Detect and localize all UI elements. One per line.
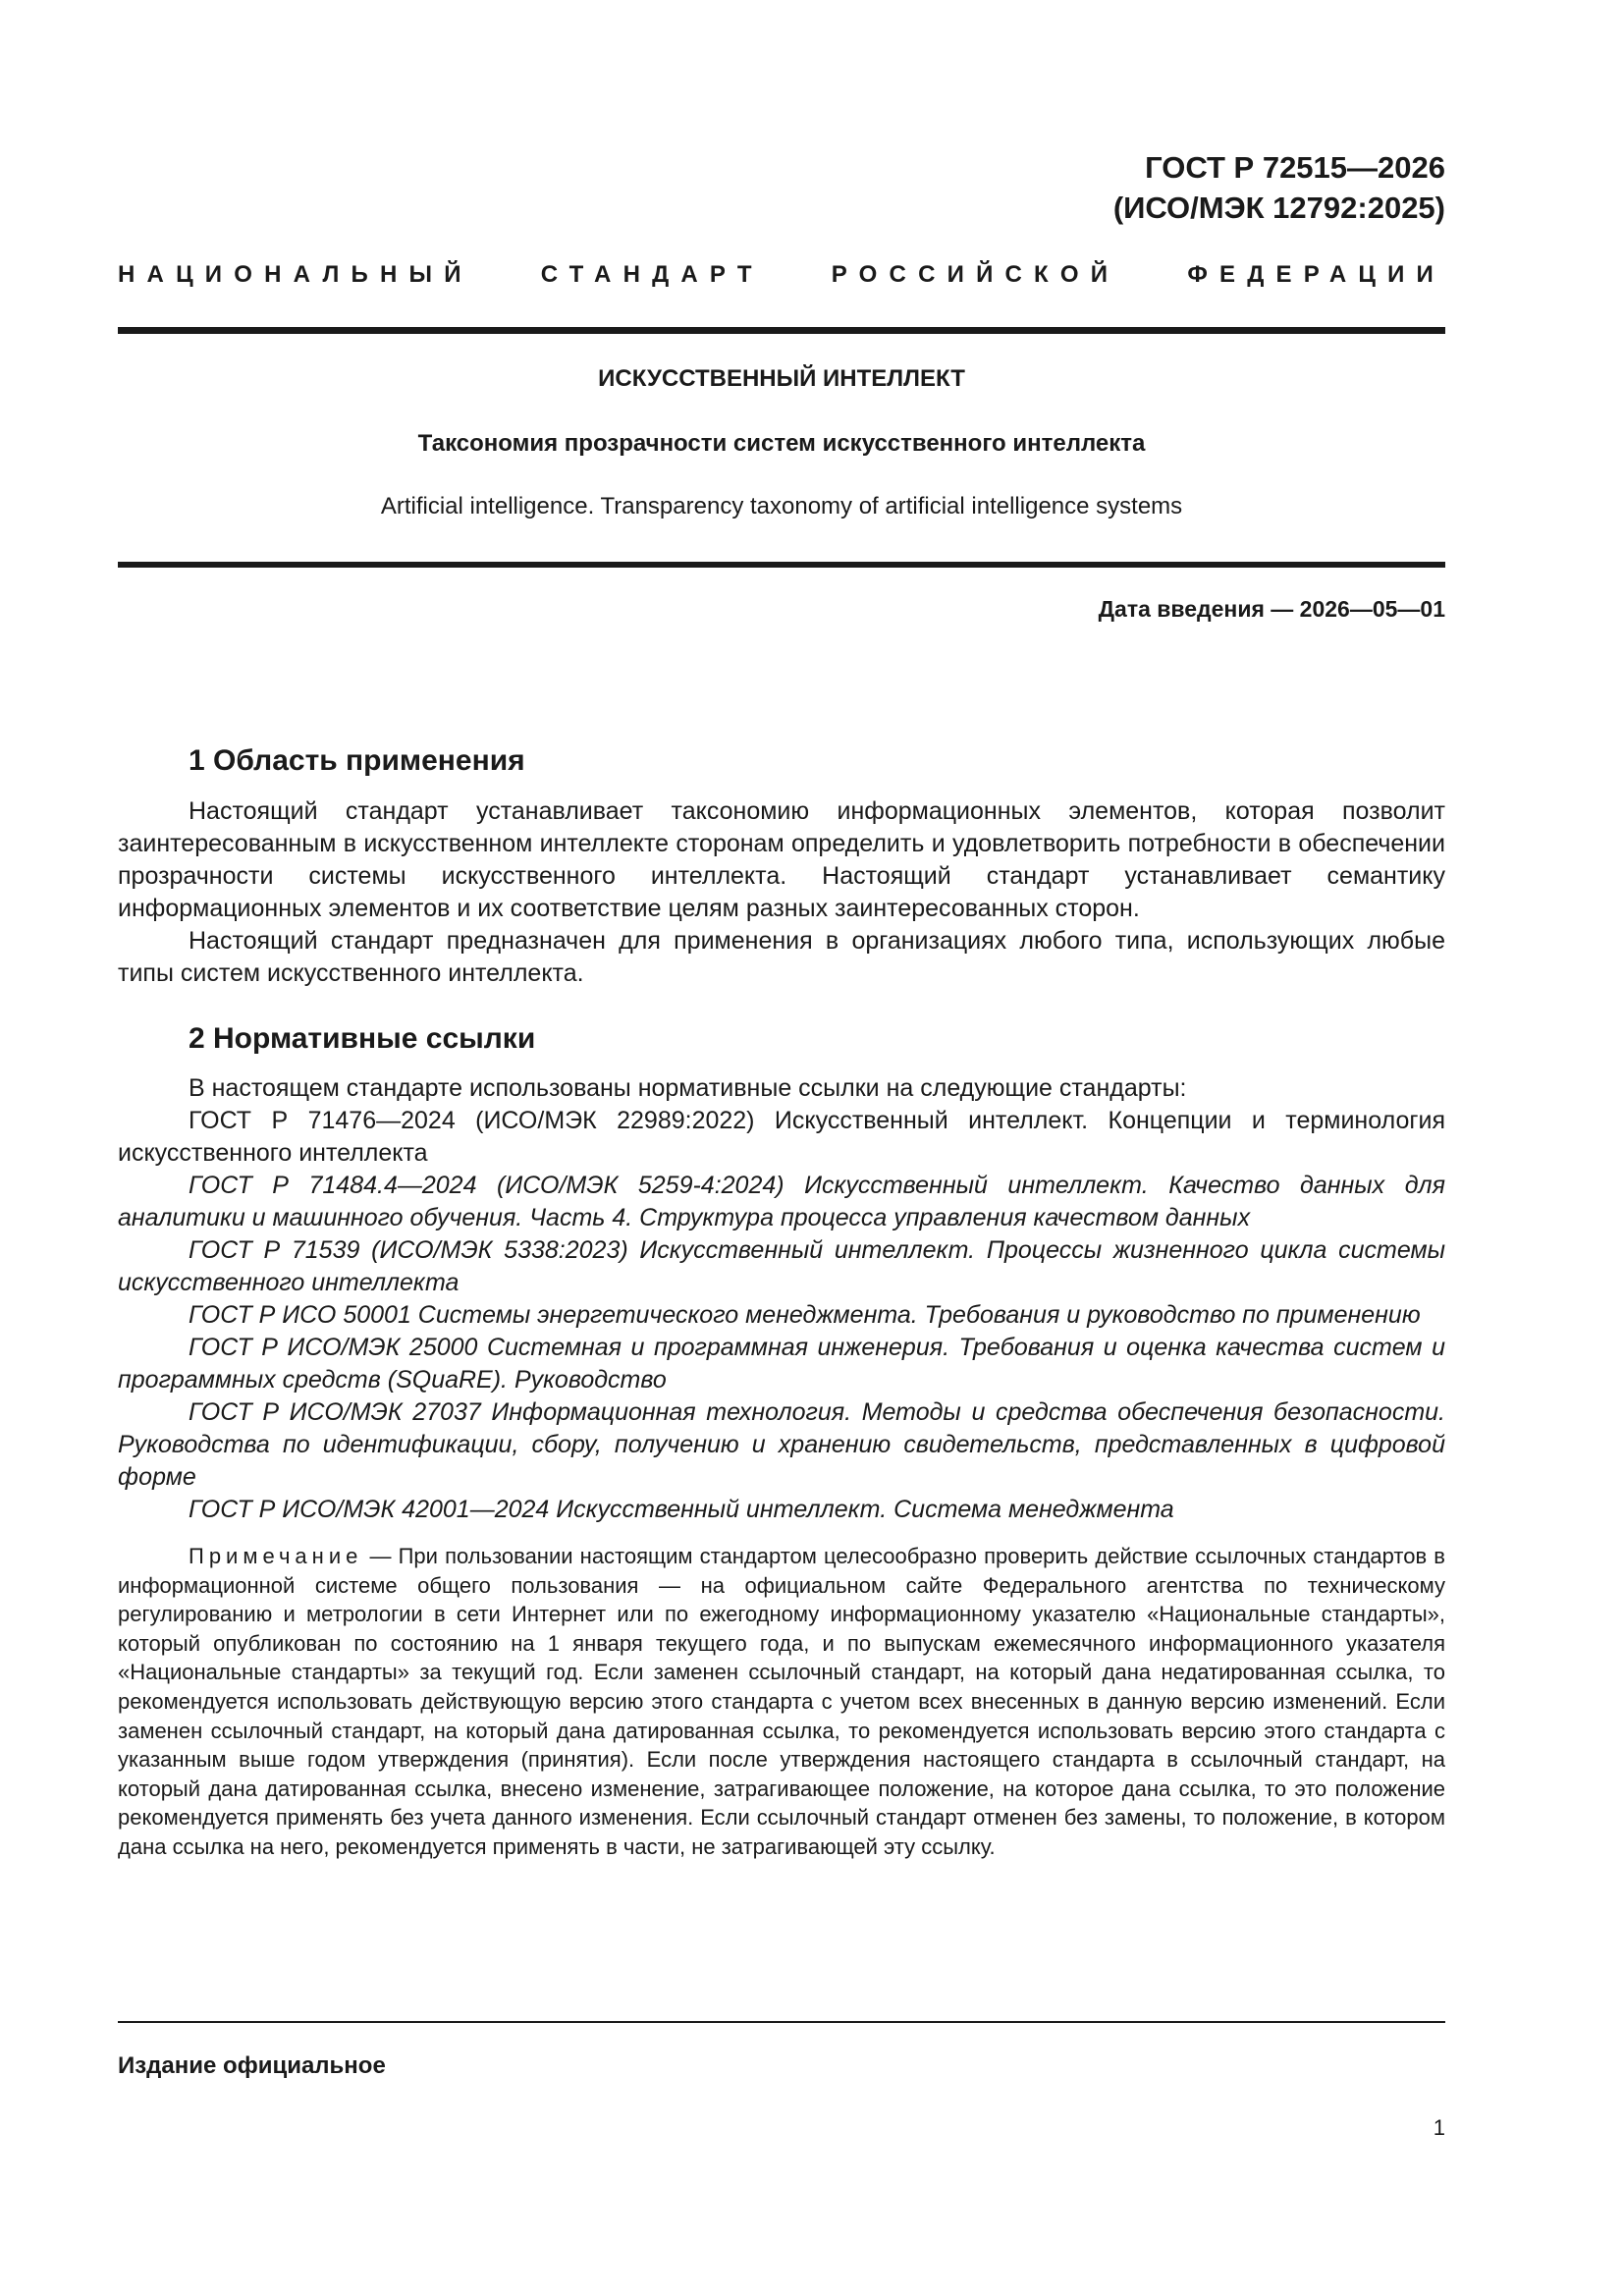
document-identifier bbox=[1113, 147, 1445, 228]
section-1-paragraph: Настоящий стандарт устанавливает таксономию информационных элементов, которая позволит заинтересованным в искусственном интеллекте сторонам определить и удовлетворить потребности в обеспечении прозрачности системы искусственного интеллекта. Настоящий стандарт устанавливает семантику информационных элементов и их соответствие целям разных заинтересованных сторон. bbox=[118, 797, 1445, 922]
document-title: ИСКУССТВЕННЫЙ ИНТЕЛЛЕКТ bbox=[598, 365, 965, 392]
section-2-heading: 2 Нормативные ссылки bbox=[189, 1022, 536, 1055]
official-edition-label: Издание официальное bbox=[118, 2052, 386, 2079]
introduction-date: Дата введения — 2026—05—01 bbox=[1098, 596, 1445, 622]
document-subtitle: Таксономия прозрачности систем искусственного интеллекта bbox=[417, 430, 1146, 457]
reference-item: ГОСТ Р 71484.4—2024 (ИСО/МЭК 5259-4:2024) Искусственный интеллект. Качество данных для аналитики и машинного обучения. Часть 4. Структура процесса управления качеством данных bbox=[118, 1172, 1445, 1231]
references-intro: В настоящем стандарте использованы нормативные ссылки на следующие стандарты: bbox=[189, 1074, 1187, 1102]
reference-item: ГОСТ Р ИСО/МЭК 25000 Системная и программная инженерия. Требования и оценка качества систем и программных средств (SQuaRE). Руководство bbox=[118, 1334, 1445, 1394]
reference-item: ГОСТ Р 71476—2024 (ИСО/МЭК 22989:2022) Искусственный интеллект. Концепции и терминология искусственного интеллекта bbox=[118, 1107, 1445, 1167]
english-title: Artificial intelligence. Transparency taxonomy of artificial intelligence systems bbox=[380, 493, 1183, 519]
note-text: — При пользовании настоящим стандартом целесообразно проверить действие ссылочных стандартов в информационной системе общего пользования — на официальном сайте Федерального агентства по техническому регулированию и метрологии в сети Интернет или по ежегодному информационному указателю «Национальные стандарты», который опубликован по состоянию на 1 января текущего года, и по выпускам ежемесячного информационного указателя «Национальные стандарты» за текущий год. Если заменен ссылочный стандарт, на который дана недатированная ссылка, то рекомендуется использовать действующую версию этого стандарта с учетом всех внесенных в данную версию изменений. Если заменен ссылочный стандарт, на который дана датированная ссылка, то рекомендуется использовать версию этого стандарта с указанным выше годом утверждения (принятия). Если после утверждения настоящего стандарта в ссылочный стандарт, на который дана датированная ссылка, внесено изменение, затрагивающее положение, на которое дана ссылка, то это положение рекомендуется применять без учета данного изменения. Если ссылочный стандарт отменен без замены, то положение, в котором дана ссылка на него, рекомендуется применять в части, не затрагивающей эту ссылку. bbox=[118, 1544, 1445, 1859]
section-1-paragraph: Настоящий стандарт предназначен для применения в организациях любого типа, использующих любые типы систем искусственного интеллекта. bbox=[118, 927, 1445, 987]
reference-item: ГОСТ Р ИСО/МЭК 42001—2024 Искусственный интеллект. Система менеджмента bbox=[189, 1496, 1174, 1523]
note-label: Примечание bbox=[189, 1544, 363, 1568]
reference-item: ГОСТ Р ИСО/МЭК 27037 Информационная технология. Методы и средства обеспечения безопасности. Руководства по идентификации, сбору, получению и хранению свидетельств, представленных в цифровой форме bbox=[118, 1398, 1445, 1491]
reference-item: ГОСТ Р ИСО 50001 Системы энергетического менеджмента. Требования и руководство по применению bbox=[189, 1301, 1421, 1329]
footer-divider bbox=[118, 2021, 1445, 2023]
title-divider bbox=[118, 562, 1445, 568]
doc-number: ГОСТ Р 72515—2026 bbox=[1145, 150, 1445, 185]
page-number: 1 bbox=[1433, 2115, 1445, 2140]
document-page bbox=[118, 0, 1445, 2296]
note-block bbox=[118, 1542, 1445, 1862]
reference-item: ГОСТ Р 71539 (ИСО/МЭК 5338:2023) Искусственный интеллект. Процессы жизненного цикла системы искусственного интеллекта bbox=[118, 1236, 1445, 1296]
section-1-heading: 1 Область применения bbox=[189, 744, 525, 777]
iso-number: (ИСО/МЭК 12792:2025) bbox=[1112, 191, 1445, 225]
top-divider bbox=[118, 327, 1445, 334]
document-body bbox=[118, 741, 1445, 1862]
national-standard-banner: НАЦИОНАЛЬНЫЙ СТАНДАРТ РОССИЙСКОЙ ФЕДЕРАЦИИ bbox=[118, 261, 1445, 288]
